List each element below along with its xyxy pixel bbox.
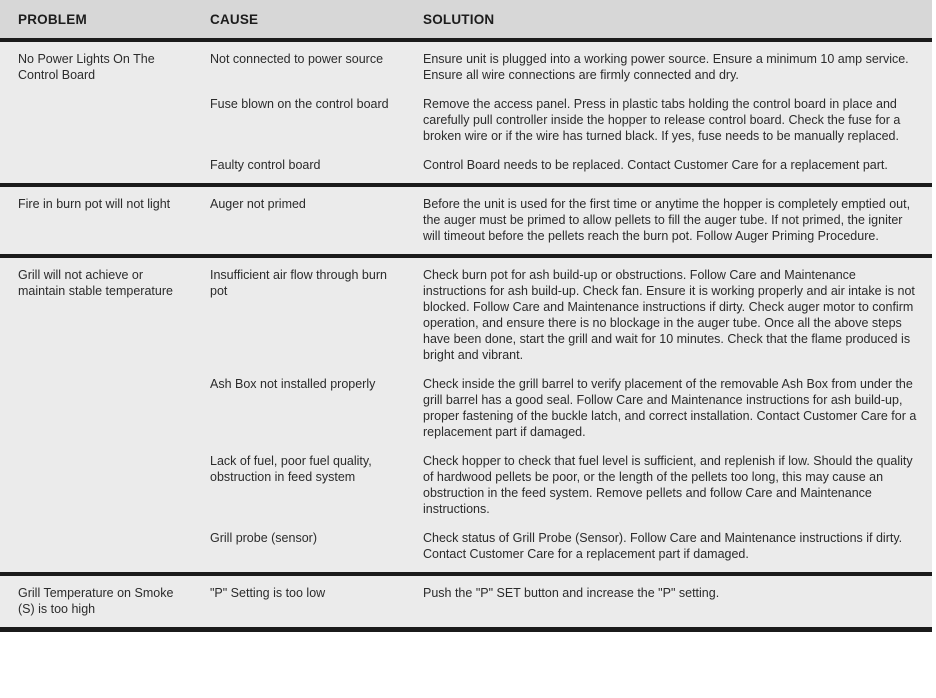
cause-cell: Lack of fuel, poor fuel quality, obstruction in feed system (210, 454, 372, 484)
solution-cell: Check burn pot for ash build-up or obstructions. Follow Care and Maintenance instructions for ash build-up. Check fan. Ensure it is working properly and air intake is not blocked. Follow Care and Maintenance instructions if dirty. Check auger motor to confirm operation, and ensure there is no blockage in the auger tube. Once all the above steps have been done, start the grill and wait for 10 minutes. Check that the flame produced is bright and vibrant. (423, 268, 915, 362)
table-row (192, 96, 932, 144)
table-row (192, 267, 932, 363)
cause-cell: Faulty control board (210, 158, 321, 172)
cause-solution-rows (192, 585, 932, 617)
problem-cell: No Power Lights On The Control Board (18, 52, 155, 82)
cause-cell: Insufficient air flow through burn pot (210, 268, 387, 298)
cause-cell: Ash Box not installed properly (210, 377, 376, 391)
solution-cell: Check status of Grill Probe (Sensor). Follow Care and Maintenance instructions if dirty. Contact Customer Care for a replacement part if damaged. (423, 531, 903, 561)
column-header-problem: PROBLEM (18, 11, 87, 27)
table-row (192, 157, 932, 173)
group-divider-bar (0, 627, 932, 632)
column-header-solution: SOLUTION (423, 11, 495, 27)
table-group (0, 576, 932, 627)
table-body (0, 42, 932, 632)
table-header-row (0, 0, 932, 38)
cause-solution-rows (192, 196, 932, 244)
table-group (0, 42, 932, 183)
problem-cell: Grill Temperature on Smoke (S) is too high (18, 586, 174, 616)
table-row (192, 585, 932, 601)
table-row (192, 196, 932, 244)
solution-cell: Check hopper to check that fuel level is sufficient, and replenish if low. Should the quality of hardwood pellets be poor, or the length of the pellets too long, this may cause an obstruction in the feed system. Remove pellets and follow Care and Maintenance instructions. (423, 454, 913, 516)
solution-cell: Push the "P" SET button and increase the "P" setting. (423, 586, 720, 600)
table-row (192, 51, 932, 83)
solution-cell: Remove the access panel. Press in plastic tabs holding the control board in place and carefully pull controller inside the hopper to release control board. Check the fuse for a broken wire or if the wire has turned black. If yes, fuse needs to be manually replaced. (423, 97, 901, 143)
solution-cell: Before the unit is used for the first time or anytime the hopper is completely emptied out, the auger must be primed to allow pellets to fill the auger tube. If not primed, the igniter will timeout before the pellets reach the burn pot. Follow Auger Priming Procedure. (423, 197, 911, 243)
table-row (192, 530, 932, 562)
cause-solution-rows (192, 267, 932, 562)
table-group (0, 258, 932, 572)
table-row (192, 376, 932, 440)
problem-cell: Fire in burn pot will not light (18, 197, 171, 211)
table-row (192, 453, 932, 517)
cause-cell: Fuse blown on the control board (210, 97, 389, 111)
solution-cell: Ensure unit is plugged into a working power source. Ensure a minimum 10 amp service. Ensure all wire connections are firmly connected and dry. (423, 52, 909, 82)
cause-cell: Not connected to power source (210, 52, 384, 66)
problem-cell: Grill will not achieve or maintain stable temperature (18, 268, 173, 298)
cause-solution-rows (192, 51, 932, 173)
cause-cell: Grill probe (sensor) (210, 531, 317, 545)
solution-cell: Control Board needs to be replaced. Contact Customer Care for a replacement part. (423, 158, 888, 172)
cause-cell: "P" Setting is too low (210, 586, 326, 600)
column-header-cause: CAUSE (210, 11, 259, 27)
table-group (0, 187, 932, 254)
solution-cell: Check inside the grill barrel to verify placement of the removable Ash Box from under the grill barrel has a good seal. Follow Care and Maintenance instructions for ash build-up, proper fastening of the buckle latch, and correct installation. Contact Customer Care for a replacement part if damaged. (423, 377, 917, 439)
cause-cell: Auger not primed (210, 197, 306, 211)
